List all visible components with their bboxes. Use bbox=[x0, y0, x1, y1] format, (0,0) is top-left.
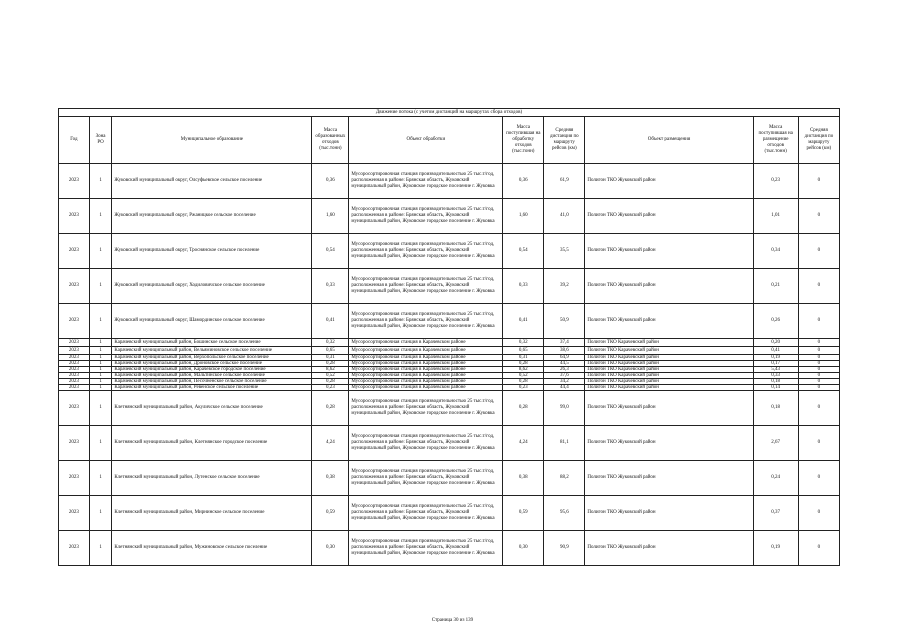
cell-distance: 44,4 bbox=[544, 385, 585, 391]
cell-municipality: Карачевский муниципальный район, Бошинское сельское поселение bbox=[112, 339, 312, 347]
cell-mass: 0,52 bbox=[312, 373, 349, 379]
cell-placement: Полигон ТКО Жуковский район bbox=[585, 269, 753, 304]
cell-year: 2023 bbox=[59, 496, 90, 531]
col-distance-2: Средняя дистанция по маршруту рейсов (км) bbox=[798, 117, 839, 164]
cell-zone: 1 bbox=[89, 367, 112, 373]
cell-distance: 99,0 bbox=[544, 391, 585, 426]
cell-placed: 0,26 bbox=[753, 304, 798, 339]
cell-municipality: Клетнянский муниципальный район, Лутенское сельское поселение bbox=[112, 461, 312, 496]
cell-distance: 37,4 bbox=[544, 339, 585, 347]
cell-year: 2023 bbox=[59, 367, 90, 373]
cell-year: 2023 bbox=[59, 269, 90, 304]
cell-placement: Полигон ТКО Жуковский район bbox=[585, 304, 753, 339]
cell-mass: 0,23 bbox=[312, 385, 349, 391]
cell-placed: 0,41 bbox=[753, 347, 798, 355]
cell-placed: 0,23 bbox=[753, 164, 798, 199]
cell-zone: 1 bbox=[89, 496, 112, 531]
cell-placed: 0,37 bbox=[753, 496, 798, 531]
cell-year: 2023 bbox=[59, 391, 90, 426]
cell-facility: Мусоросортировочная станция в Карачевском районе bbox=[349, 361, 503, 367]
table-row bbox=[59, 391, 840, 426]
cell-municipality: Жуковский муниципальный округ, Троснянское сельское поселение bbox=[112, 234, 312, 269]
cell-placed: 0,14 bbox=[753, 385, 798, 391]
cell-placed: 0,34 bbox=[753, 234, 798, 269]
cell-placed: 0,19 bbox=[753, 355, 798, 361]
cell-distance-2: 0 bbox=[798, 361, 839, 367]
cell-facility: Мусоросортировочная станция производительностью 25 тыс.т/год, расположенная в районе: Брянская область, Жуковский муниципальный район, Жуковское городское поселение г. Жуковка bbox=[349, 461, 503, 496]
cell-processed: 0,31 bbox=[503, 355, 544, 361]
cell-distance-2: 0 bbox=[798, 304, 839, 339]
col-placement: Объект размещения bbox=[585, 117, 753, 164]
cell-distance-2: 0 bbox=[798, 426, 839, 461]
cell-facility: Мусоросортировочная станция в Карачевском районе bbox=[349, 373, 503, 379]
cell-zone: 1 bbox=[89, 391, 112, 426]
cell-distance-2: 0 bbox=[798, 234, 839, 269]
cell-placement: Полигон ТКО Карачевский район bbox=[585, 373, 753, 379]
cell-year: 2023 bbox=[59, 385, 90, 391]
cell-facility: Мусоросортировочная станция производительностью 25 тыс.т/год, расположенная в районе: Брянская область, Жуковский муниципальный район, Жуковское городское поселение г. Жуковка bbox=[349, 199, 503, 234]
cell-placement: Полигон ТКО Жуковский район bbox=[585, 234, 753, 269]
cell-placed: 2,67 bbox=[753, 426, 798, 461]
cell-distance-2: 0 bbox=[798, 391, 839, 426]
table-row bbox=[59, 426, 840, 461]
cell-facility: Мусоросортировочная станция в Карачевском районе bbox=[349, 355, 503, 361]
cell-facility: Мусоросортировочная станция производительностью 25 тыс.т/год, расположенная в районе: Брянская область, Жуковский муниципальный район, Жуковское городское поселение г. Жуковка bbox=[349, 391, 503, 426]
cell-distance-2: 0 bbox=[798, 164, 839, 199]
cell-processed: 0,28 bbox=[503, 361, 544, 367]
cell-placed: 0,24 bbox=[753, 461, 798, 496]
cell-distance: 37,6 bbox=[544, 373, 585, 379]
cell-mass: 0,32 bbox=[312, 339, 349, 347]
cell-zone: 1 bbox=[89, 385, 112, 391]
cell-municipality: Карачевский муниципальный район, Мальтинское сельское поселение bbox=[112, 373, 312, 379]
cell-zone: 1 bbox=[89, 347, 112, 355]
cell-year: 2023 bbox=[59, 379, 90, 385]
cell-distance: 50,9 bbox=[544, 304, 585, 339]
cell-placed: 0,17 bbox=[753, 361, 798, 367]
cell-processed: 1,60 bbox=[503, 199, 544, 234]
cell-distance: 81,1 bbox=[544, 426, 585, 461]
cell-distance-2: 0 bbox=[798, 269, 839, 304]
cell-year: 2023 bbox=[59, 355, 90, 361]
cell-processed: 8,62 bbox=[503, 367, 544, 373]
cell-distance-2: 0 bbox=[798, 367, 839, 373]
col-facility: Объект обработки bbox=[349, 117, 503, 164]
col-zone: Зона РО bbox=[89, 117, 112, 164]
cell-distance-2: 0 bbox=[798, 496, 839, 531]
cell-placement: Полигон ТКО Жуковский район bbox=[585, 391, 753, 426]
cell-facility: Мусоросортировочная станция производительностью 25 тыс.т/год, расположенная в районе: Брянская область, Жуковский муниципальный район, Жуковское городское поселение г. Жуковка bbox=[349, 269, 503, 304]
cell-facility: Мусоросортировочная станция производительностью 25 тыс.т/год, расположенная в районе: Брянская область, Жуковский муниципальный район, Жуковское городское поселение г. Жуковка bbox=[349, 496, 503, 531]
cell-mass: 0,28 bbox=[312, 379, 349, 385]
table-row bbox=[59, 347, 840, 355]
cell-zone: 1 bbox=[89, 361, 112, 367]
cell-municipality: Клетнянский муниципальный район, Мирнинское сельское поселение bbox=[112, 496, 312, 531]
cell-municipality: Карачевский муниципальный район, Карачевское городское поселение bbox=[112, 367, 312, 373]
cell-distance: 88,2 bbox=[544, 461, 585, 496]
cell-processed: 0,59 bbox=[503, 496, 544, 531]
cell-distance-2: 0 bbox=[798, 379, 839, 385]
cell-municipality: Клетнянский муниципальный район, Клетнянское городское поселение bbox=[112, 426, 312, 461]
table-row bbox=[59, 234, 840, 269]
cell-zone: 1 bbox=[89, 339, 112, 347]
cell-distance-2: 0 bbox=[798, 355, 839, 361]
table-row bbox=[59, 304, 840, 339]
table-row bbox=[59, 339, 840, 347]
cell-distance: 64,9 bbox=[544, 355, 585, 361]
cell-distance: 41,0 bbox=[544, 199, 585, 234]
cell-municipality: Карачевский муниципальный район, Ревенское сельское поселение bbox=[112, 385, 312, 391]
cell-year: 2023 bbox=[59, 339, 90, 347]
cell-municipality: Карачевский муниципальный район, Дроновское сельское поселение bbox=[112, 361, 312, 367]
cell-mass: 4,24 bbox=[312, 426, 349, 461]
cell-distance: 44,5 bbox=[544, 361, 585, 367]
cell-placement: Полигон ТКО Карачевский район bbox=[585, 361, 753, 367]
cell-mass: 0,41 bbox=[312, 304, 349, 339]
cell-mass: 1,60 bbox=[312, 199, 349, 234]
waste-flow-table bbox=[58, 108, 840, 566]
cell-processed: 0,28 bbox=[503, 379, 544, 385]
cell-distance-2: 0 bbox=[798, 347, 839, 355]
cell-mass: 0,28 bbox=[312, 391, 349, 426]
cell-zone: 1 bbox=[89, 164, 112, 199]
cell-zone: 1 bbox=[89, 234, 112, 269]
cell-mass: 0,54 bbox=[312, 234, 349, 269]
cell-facility: Мусоросортировочная станция производительностью 25 тыс.т/год, расположенная в районе: Брянская область, Жуковский муниципальный район, Жуковское городское поселение г. Жуковка bbox=[349, 426, 503, 461]
cell-facility: Мусоросортировочная станция производительностью 25 тыс.т/год, расположенная в районе: Брянская область, Жуковский муниципальный район, Жуковское городское поселение г. Жуковка bbox=[349, 304, 503, 339]
cell-placed: 0,20 bbox=[753, 339, 798, 347]
cell-placed: 0,18 bbox=[753, 379, 798, 385]
cell-facility: Мусоросортировочная станция производительностью 25 тыс.т/год, расположенная в районе: Брянская область, Жуковский муниципальный район, Жуковское городское поселение г. Жуковка bbox=[349, 164, 503, 199]
cell-year: 2023 bbox=[59, 373, 90, 379]
cell-municipality: Жуковский муниципальный округ, Олсуфьевское сельское поселение bbox=[112, 164, 312, 199]
cell-processed: 0,28 bbox=[503, 391, 544, 426]
cell-placement: Полигон ТКО Карачевский район bbox=[585, 339, 753, 347]
cell-facility: Мусоросортировочная станция в Карачевском районе bbox=[349, 367, 503, 373]
cell-processed: 0,32 bbox=[503, 339, 544, 347]
cell-placed: 0,19 bbox=[753, 531, 798, 566]
cell-processed: 0,30 bbox=[503, 531, 544, 566]
cell-mass: 0,28 bbox=[312, 361, 349, 367]
cell-distance: 26,3 bbox=[544, 367, 585, 373]
table-row bbox=[59, 199, 840, 234]
table-row bbox=[59, 164, 840, 199]
cell-zone: 1 bbox=[89, 355, 112, 361]
cell-facility: Мусоросортировочная станция в Карачевском районе bbox=[349, 339, 503, 347]
cell-processed: 0,65 bbox=[503, 347, 544, 355]
cell-zone: 1 bbox=[89, 461, 112, 496]
cell-year: 2023 bbox=[59, 361, 90, 367]
cell-placement: Полигон ТКО Жуковский район bbox=[585, 426, 753, 461]
cell-distance-2: 0 bbox=[798, 199, 839, 234]
cell-municipality: Клетнянский муниципальный район, Акуличское сельское поселение bbox=[112, 391, 312, 426]
cell-placed: 0,18 bbox=[753, 391, 798, 426]
col-year: Год bbox=[59, 117, 90, 164]
cell-municipality: Жуковский муниципальный округ, Ржаницкое сельское поселение bbox=[112, 199, 312, 234]
cell-year: 2023 bbox=[59, 461, 90, 496]
cell-zone: 1 bbox=[89, 373, 112, 379]
cell-processed: 0,41 bbox=[503, 304, 544, 339]
cell-year: 2023 bbox=[59, 234, 90, 269]
cell-distance: 61,9 bbox=[544, 164, 585, 199]
table-row bbox=[59, 531, 840, 566]
cell-placement: Полигон ТКО Жуковский район bbox=[585, 461, 753, 496]
cell-processed: 0,54 bbox=[503, 234, 544, 269]
table-row bbox=[59, 269, 840, 304]
cell-placement: Полигон ТКО Карачевский район bbox=[585, 355, 753, 361]
cell-municipality: Жуковский муниципальный округ, Ходиловичское сельское поселение bbox=[112, 269, 312, 304]
cell-municipality: Карачевский муниципальный район, Песочненское сельское поселение bbox=[112, 379, 312, 385]
cell-placement: Полигон ТКО Жуковский район bbox=[585, 531, 753, 566]
cell-municipality: Карачевский муниципальный район, Вельяминовское сельское поселение bbox=[112, 347, 312, 355]
cell-processed: 0,23 bbox=[503, 385, 544, 391]
cell-zone: 1 bbox=[89, 531, 112, 566]
table-body bbox=[59, 164, 840, 566]
cell-placement: Полигон ТКО Жуковский район bbox=[585, 496, 753, 531]
cell-mass: 0,31 bbox=[312, 355, 349, 361]
cell-facility: Мусоросортировочная станция производительностью 25 тыс.т/год, расположенная в районе: Брянская область, Жуковский муниципальный район, Жуковское городское поселение г. Жуковка bbox=[349, 234, 503, 269]
cell-year: 2023 bbox=[59, 426, 90, 461]
cell-placed: 0,33 bbox=[753, 373, 798, 379]
cell-facility: Мусоросортировочная станция в Карачевском районе bbox=[349, 379, 503, 385]
cell-placement: Полигон ТКО Жуковский район bbox=[585, 199, 753, 234]
cell-processed: 4,24 bbox=[503, 426, 544, 461]
cell-placed: 5,43 bbox=[753, 367, 798, 373]
cell-distance: 90,9 bbox=[544, 531, 585, 566]
cell-processed: 0,33 bbox=[503, 269, 544, 304]
cell-distance: 35,5 bbox=[544, 234, 585, 269]
cell-placed: 1,01 bbox=[753, 199, 798, 234]
cell-mass: 0,59 bbox=[312, 496, 349, 531]
cell-mass: 0,33 bbox=[312, 269, 349, 304]
cell-mass: 0,36 bbox=[312, 164, 349, 199]
cell-mass: 0,65 bbox=[312, 347, 349, 355]
cell-processed: 0,38 bbox=[503, 461, 544, 496]
cell-placement: Полигон ТКО Жуковский район bbox=[585, 164, 753, 199]
cell-facility: Мусоросортировочная станция в Карачевском районе bbox=[349, 385, 503, 391]
cell-distance-2: 0 bbox=[798, 461, 839, 496]
cell-mass: 8,62 bbox=[312, 367, 349, 373]
col-distance: Средняя дистанция по маршруту рейсов (км) bbox=[544, 117, 585, 164]
cell-processed: 0,52 bbox=[503, 373, 544, 379]
cell-distance: 39,2 bbox=[544, 269, 585, 304]
cell-facility: Мусоросортировочная станция в Карачевском районе bbox=[349, 347, 503, 355]
cell-zone: 1 bbox=[89, 426, 112, 461]
cell-placement: Полигон ТКО Карачевский район bbox=[585, 347, 753, 355]
document-sheet bbox=[58, 108, 840, 566]
cell-distance-2: 0 bbox=[798, 531, 839, 566]
cell-year: 2023 bbox=[59, 347, 90, 355]
cell-distance: 95,6 bbox=[544, 496, 585, 531]
table-title: Движение потока (с учетом дистанций на маршрутах сбора отходов) bbox=[59, 109, 840, 117]
cell-distance-2: 0 bbox=[798, 385, 839, 391]
cell-year: 2023 bbox=[59, 304, 90, 339]
col-municipality: Муниципальное образование bbox=[112, 117, 312, 164]
cell-year: 2023 bbox=[59, 531, 90, 566]
col-mass: Масса образованных отходов (тыс.тонн) bbox=[312, 117, 349, 164]
cell-year: 2023 bbox=[59, 164, 90, 199]
cell-placement: Полигон ТКО Карачевский район bbox=[585, 367, 753, 373]
cell-municipality: Клетнянский муниципальный район, Мужиновское сельское поселение bbox=[112, 531, 312, 566]
cell-facility: Мусоросортировочная станция производительностью 25 тыс.т/год, расположенная в районе: Брянская область, Жуковский муниципальный район, Жуковское городское поселение г. Жуковка bbox=[349, 531, 503, 566]
col-placed: Масса поступившая на размещение отходов (тыс.тонн) bbox=[753, 117, 798, 164]
cell-processed: 0,36 bbox=[503, 164, 544, 199]
cell-zone: 1 bbox=[89, 304, 112, 339]
cell-zone: 1 bbox=[89, 269, 112, 304]
cell-distance-2: 0 bbox=[798, 373, 839, 379]
cell-municipality: Карачевский муниципальный район, Верхопольское сельское поселение bbox=[112, 355, 312, 361]
cell-mass: 0,30 bbox=[312, 531, 349, 566]
cell-mass: 0,38 bbox=[312, 461, 349, 496]
cell-placed: 0,21 bbox=[753, 269, 798, 304]
page-number: Страница 30 из 139 bbox=[431, 618, 474, 623]
cell-distance: 38,6 bbox=[544, 347, 585, 355]
cell-distance: 34,2 bbox=[544, 379, 585, 385]
cell-municipality: Жуковский муниципальный округ, Шамординское сельское поселение bbox=[112, 304, 312, 339]
cell-placement: Полигон ТКО Карачевский район bbox=[585, 379, 753, 385]
header-row bbox=[59, 117, 840, 164]
cell-distance-2: 0 bbox=[798, 339, 839, 347]
cell-year: 2023 bbox=[59, 199, 90, 234]
col-processed: Масса поступившая на обработку отходов (тыс.тонн) bbox=[503, 117, 544, 164]
cell-zone: 1 bbox=[89, 199, 112, 234]
table-row bbox=[59, 496, 840, 531]
table-row bbox=[59, 461, 840, 496]
cell-zone: 1 bbox=[89, 379, 112, 385]
cell-placement: Полигон ТКО Карачевский район bbox=[585, 385, 753, 391]
